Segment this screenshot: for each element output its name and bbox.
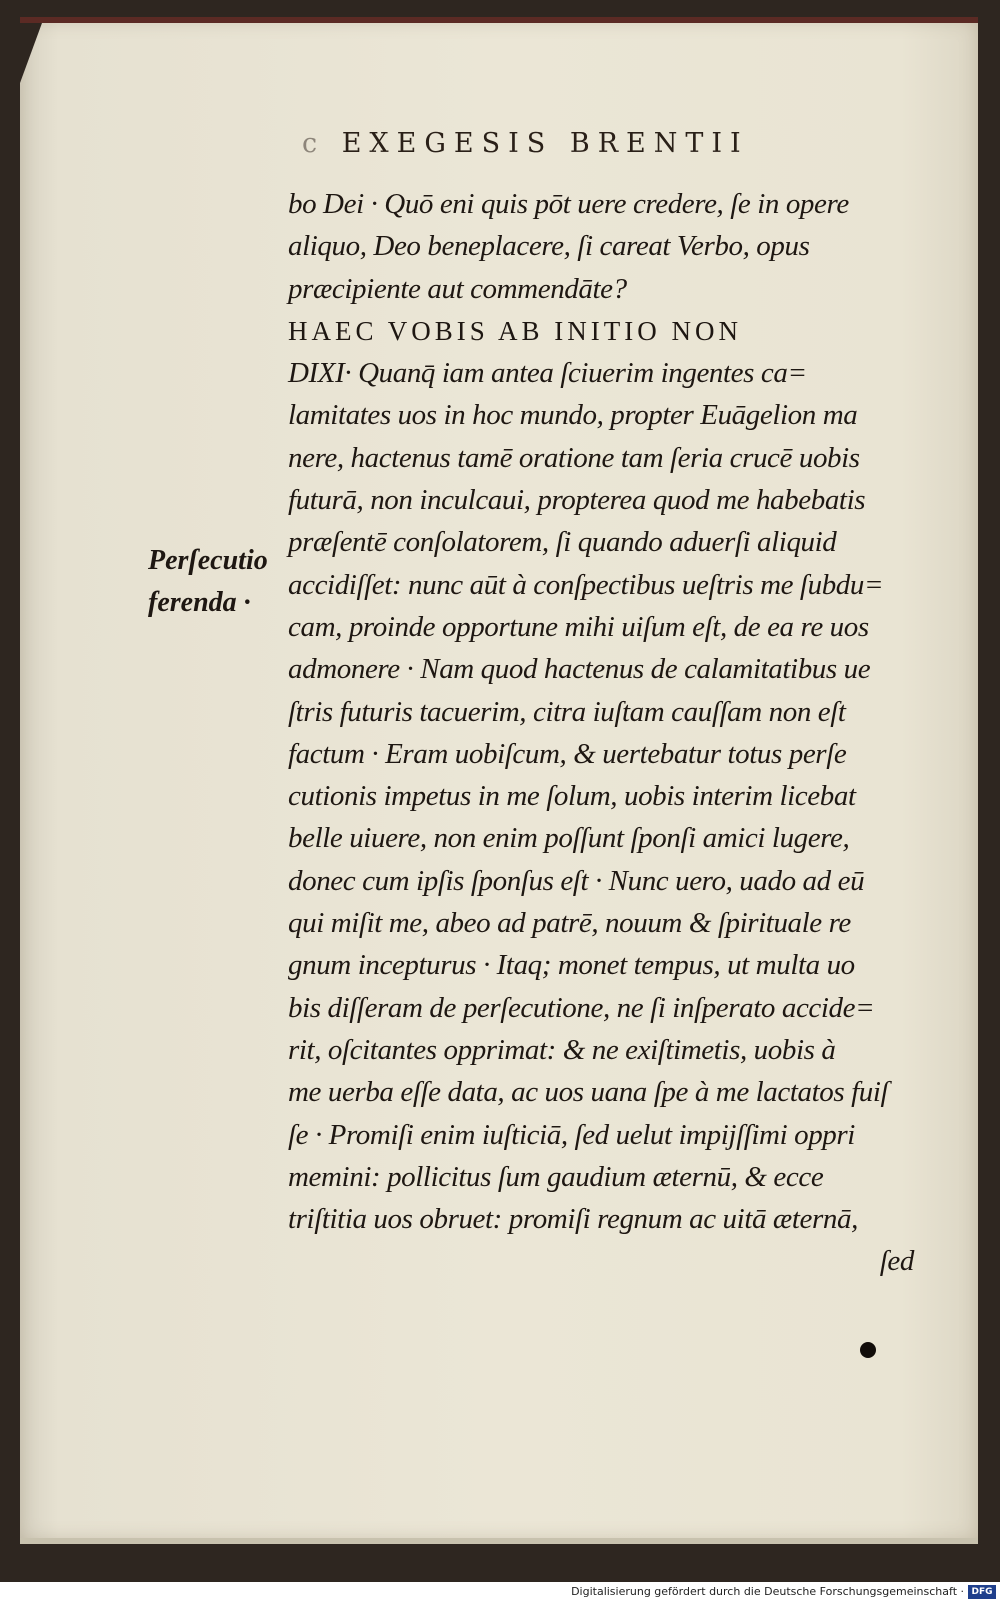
text-line: accidiſſet: nunc aūt à conſpectibus ueſtris me ſubdu= bbox=[288, 568, 884, 601]
marginal-note-line: Perſecutio bbox=[148, 545, 268, 576]
running-head-title: EXEGESIS BRENTII bbox=[341, 128, 749, 159]
text-line: lamitates uos in hoc mundo, propter Euāgelion ma bbox=[288, 399, 858, 432]
page-top-edge bbox=[20, 17, 978, 23]
marginal-note-line: ferenda · bbox=[148, 587, 251, 618]
text-line: præſentē conſolatorem, ſi quando aduerſi aliquid bbox=[288, 526, 837, 559]
text-line: admonere · Nam quod hactenus de calamitatibus ue bbox=[288, 653, 871, 686]
text-line: bo Dei · Quō eni quis pōt uere credere, ſe in opere bbox=[288, 188, 849, 220]
body-text bbox=[288, 183, 928, 1283]
page-bottom-edge bbox=[20, 1538, 978, 1544]
text-line: ſtris futuris tacuerim, citra iuſtam cauſſam non eſt bbox=[288, 695, 846, 728]
text-line: triſtitia uos obruet: promiſi regnum ac uitā æternā, bbox=[288, 1203, 858, 1236]
text-line: cam, proinde opportune mihi uiſum eſt, de ea re uos bbox=[288, 610, 869, 643]
running-head-lead: c bbox=[302, 128, 320, 159]
text-line: DIXI· Quanq̄ iam antea ſciuerim ingentes ca= bbox=[288, 357, 807, 390]
text-line-heading: HAEC VOBIS AB INITIO NON bbox=[288, 315, 743, 346]
funding-credit: Digitalisierung gefördert durch die Deutsche Forschungsgemeinschaft · bbox=[571, 1585, 964, 1598]
torn-corner bbox=[20, 23, 42, 83]
running-head bbox=[302, 128, 882, 159]
text-line: donec cum ipſis ſponſus eſt · Nunc uero, uado ad eū bbox=[288, 864, 865, 897]
text-line: memini: pollicitus ſum gaudium æternū, & ecce bbox=[288, 1160, 824, 1193]
text-line: belle uiuere, non enim poſſunt ſponſi amici lugere, bbox=[288, 822, 850, 855]
catchword: ſed bbox=[879, 1245, 914, 1278]
text-line: me uerba eſſe data, ac uos uana ſpe à me lactatos fuiſ bbox=[288, 1076, 889, 1109]
text-line: futurā, non inculcaui, propterea quod me habebatis bbox=[288, 484, 866, 517]
text-line: ſe · Promiſi enim iuſticiā, ſed uelut impijſſimi oppri bbox=[288, 1118, 855, 1151]
marginal-note bbox=[148, 540, 288, 624]
ink-spot bbox=[860, 1342, 876, 1358]
dfg-logo: DFG bbox=[968, 1585, 996, 1599]
text-line: aliquo, Deo beneplacere, ſi careat Verbo, opus bbox=[288, 230, 810, 263]
footer-bar bbox=[0, 1582, 1000, 1602]
text-line: cutionis impetus in me ſolum, uobis interim licebat bbox=[288, 780, 856, 813]
text-line: nere, hactenus tamē oratione tam ſeria crucē uobis bbox=[288, 441, 860, 474]
text-line: factum · Eram uobiſcum, & uertebatur totus perſe bbox=[288, 737, 847, 770]
text-line: præcipiente aut commendāte? bbox=[288, 272, 627, 305]
text-line: bis diſſeram de perſecutione, ne ſi inſperato accide= bbox=[288, 991, 875, 1024]
text-line: qui miſit me, abeo ad patrē, nouum & ſpirituale re bbox=[288, 907, 851, 940]
text-line: gnum incepturus · Itaq; monet tempus, ut multa uo bbox=[288, 949, 855, 982]
text-line: rit, oſcitantes opprimat: & ne exiſtimetis, uobis à bbox=[288, 1033, 836, 1066]
